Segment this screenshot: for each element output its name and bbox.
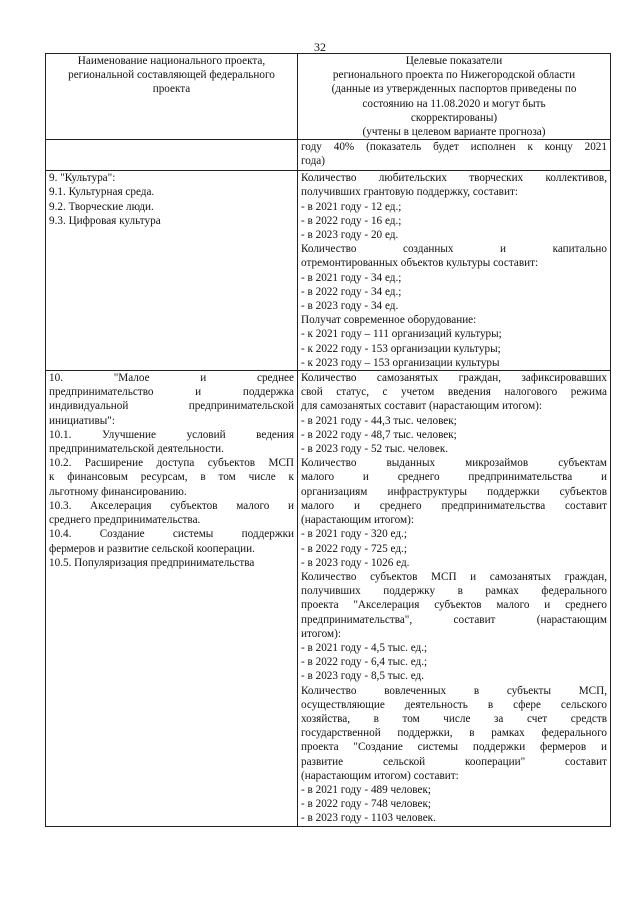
project-cell-culture	[46, 171, 298, 371]
text-line: предпринимательства", составит (нарастающим	[301, 613, 607, 626]
text-line: - в 2023 году - 1026 ед.	[301, 556, 410, 569]
targets-table	[45, 53, 611, 827]
text-line: 10.2. Расширение доступа субъектов МСП	[49, 457, 294, 470]
text-line: проекта "Акселерация субъектов малого и среднего	[301, 599, 607, 612]
text-line: к финансовым ресурсам, в том числе к	[49, 471, 294, 484]
header-target-indicators	[298, 54, 611, 140]
text-line: для самозанятых составит (нарастающим итогом):	[301, 400, 542, 413]
text-line: - в 2022 году - 34 ед.;	[301, 285, 402, 298]
table-row-small-business	[46, 371, 611, 827]
text-line: предпринимательство и поддержка	[49, 386, 294, 399]
text-line: 10.1. Улучшение условий ведения	[49, 428, 294, 441]
text-line: Количество субъектов МСП и самозанятых граждан,	[301, 570, 607, 583]
text-line: - в 2023 году - 52 тыс. человек.	[301, 443, 449, 456]
text-line: Количество вовлеченных в субъекты МСП,	[301, 684, 607, 697]
table-row-culture	[46, 171, 611, 371]
text-line: 10.5. Популяризация предпринимательства	[49, 556, 255, 569]
text-line: Количество выданных микрозаймов субъектам	[301, 457, 607, 470]
text-line: года)	[301, 155, 325, 168]
text-line: 10.4. Создание системы поддержки	[49, 528, 294, 541]
header-line: состоянию на 11.08.2020 и могут быть	[362, 97, 546, 110]
text-line: - в 2022 году - 748 человек;	[301, 798, 432, 811]
text-line: - в 2023 году - 8,5 тыс. ед.	[301, 670, 425, 683]
text-line: 10. "Малое и среднее	[49, 372, 294, 385]
indicators-cell-culture	[298, 171, 611, 371]
text-line: малого и среднего предпринимательства и	[301, 471, 607, 484]
header-line: Наименование национального проекта,	[77, 55, 266, 67]
project-cell-small-business	[46, 371, 298, 827]
indicators-cell-small-business	[298, 371, 611, 827]
header-line: (данные из утвержденных паспортов приведены по	[331, 83, 577, 96]
text-line: - в 2023 году - 1103 человек.	[301, 812, 436, 825]
header-line: скорректированы)	[410, 111, 498, 124]
header-line: проекта	[152, 83, 191, 96]
text-line: Количество любительских творческих коллективов,	[301, 172, 607, 185]
text-line: - в 2021 году - 12 ед.;	[301, 200, 402, 213]
text-line: получивших грантовую поддержку, составит:	[301, 186, 518, 199]
text-line: 10.3. Акселерация субъектов малого и	[49, 499, 294, 512]
text-line: 9. "Культура":	[49, 172, 116, 185]
text-line: осуществляющие деятельность в сфере сельского	[301, 698, 607, 711]
text-line: 9.3. Цифровая культура	[49, 214, 161, 227]
text-line: получивших поддержку в рамках федерального	[301, 585, 607, 598]
text-line: - в 2022 году - 48,7 тыс. человек;	[301, 428, 457, 441]
text-line: итогом):	[301, 627, 341, 640]
text-line: организациям инфраструктуры поддержки субъектов	[301, 485, 607, 498]
text-line: развитие сельской кооперации" составит	[301, 755, 607, 768]
text-line: - в 2023 году - 34 ед.	[301, 300, 399, 313]
text-line: - в 2021 году - 489 человек;	[301, 783, 432, 796]
text-line: - в 2021 году - 320 ед.;	[301, 528, 407, 541]
header-line: регионального проекта по Нижегородской области	[332, 69, 576, 82]
text-line: - в 2022 году - 6,4 тыс. ед.;	[301, 656, 428, 669]
text-line: - в 2021 году - 34 ед.;	[301, 271, 402, 284]
text-line: индивидуальной предпринимательской	[49, 400, 294, 413]
text-line: - к 2022 году - 153 организации культуры;	[301, 342, 501, 355]
text-line: - к 2021 году – 111 организаций культуры;	[301, 328, 502, 341]
text-line: году 40% (показатель будет исполнен к концу 2021	[301, 141, 607, 154]
text-line: (нарастающим итогом) составит:	[301, 769, 459, 782]
text-line: - в 2021 году - 44,3 тыс. человек;	[301, 414, 457, 427]
header-line: Целевые показатели	[405, 55, 503, 67]
text-line: - в 2023 году - 20 ед.	[301, 229, 399, 242]
text-line: свой статус, с учетом введения налогового режима	[301, 386, 607, 399]
continuation-left-cell	[46, 140, 298, 171]
table-header-row	[46, 54, 611, 140]
text-line: малого и среднего предпринимательства составит	[301, 499, 607, 512]
text-line: Количество созданных и капитально	[301, 243, 607, 256]
continuation-right-cell	[298, 140, 611, 171]
text-line: - в 2022 году - 16 ед.;	[301, 214, 402, 227]
table-row-continuation	[46, 140, 611, 171]
text-line: 9.1. Культурная среда.	[49, 186, 155, 199]
header-line: (учтены в целевом варианте прогноза)	[362, 126, 546, 139]
header-line: региональной составляющей федерального	[68, 69, 275, 82]
text-line: государственной поддержки, в рамках федерального	[301, 727, 607, 740]
text-line: Получат современное оборудование:	[301, 314, 477, 327]
text-line: - в 2021 году - 4,5 тыс. ед.;	[301, 641, 428, 654]
text-line: проекта "Создание системы поддержки фермеров и	[301, 741, 607, 754]
text-line: хозяйства, в том числе за счет средств	[301, 712, 607, 725]
text-line: предпринимательской деятельности.	[49, 443, 224, 456]
text-line: льготному финансированию.	[49, 485, 187, 498]
text-line: - в 2022 году - 725 ед.;	[301, 542, 407, 555]
header-project-name	[46, 54, 298, 140]
text-line: 9.2. Творческие люди.	[49, 200, 154, 213]
text-line: фермеров и развитие сельской кооперации.	[49, 542, 255, 555]
text-line: (нарастающим итогом):	[301, 514, 414, 527]
text-line: Количество самозанятых граждан, зафиксировавших	[301, 372, 607, 385]
text-line: - к 2023 году – 153 организации культуры	[301, 356, 500, 369]
text-line: среднего предпринимательства.	[49, 514, 201, 527]
text-line: инициативы":	[49, 414, 115, 427]
text-line: отремонтированных объектов культуры составит:	[301, 257, 539, 270]
page-number: 32	[314, 40, 326, 54]
